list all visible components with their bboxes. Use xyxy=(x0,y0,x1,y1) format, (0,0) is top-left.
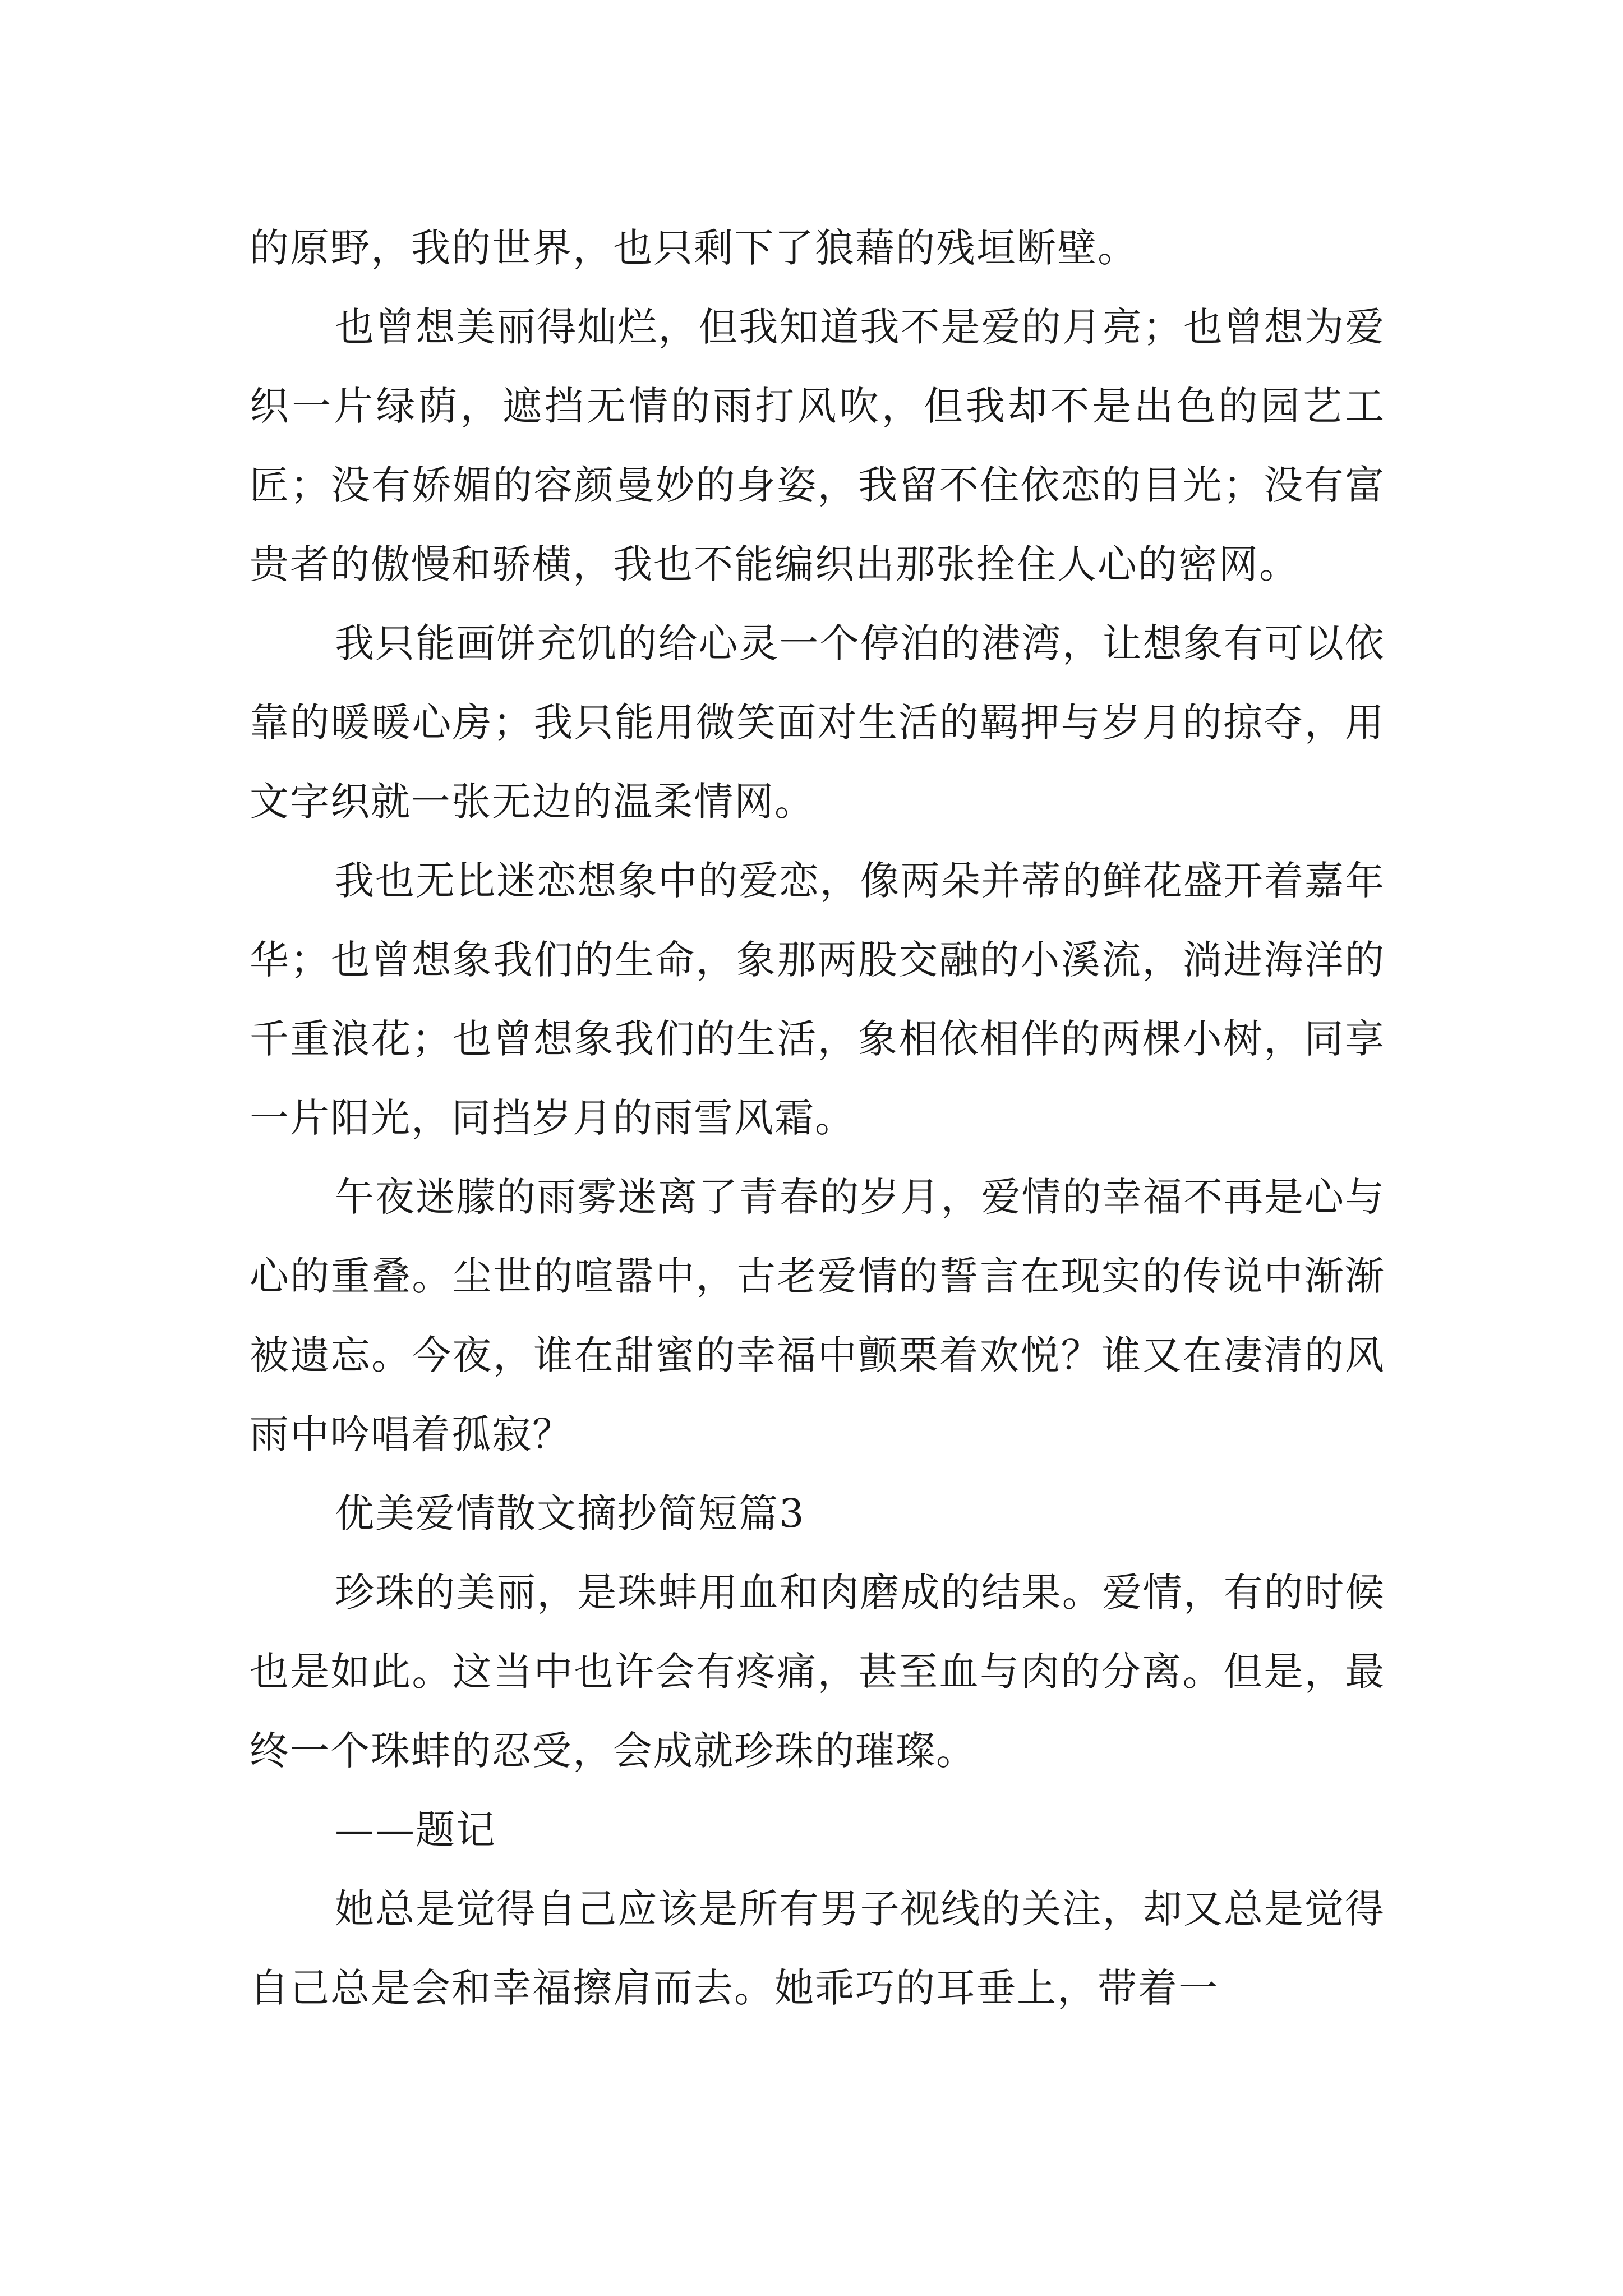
paragraph: 也曾想美丽得灿烂，但我知道我不是爱的月亮；也曾想为爱织一片绿荫，遮挡无情的雨打风吹，但我却不是出色的园艺工匠；没有娇媚的容颜曼妙的身姿，我留不住依恋的目光；没有富贵者的傲慢和骄横，我也不能编织出那张拴住人心的密网。 xyxy=(250,304,1385,587)
epigraph-attribution: ——题记 xyxy=(335,1807,496,1853)
paragraph: 我也无比迷恋想象中的爱恋，像两朵并蒂的鲜花盛开着嘉年华；也曾想象我们的生命，象那两股交融的小溪流，淌进海洋的千重浪花；也曾想象我们的生活，象相依相伴的两棵小树，同享一片阳光，同挡岁月的雨雪风霜。 xyxy=(250,858,1385,1141)
paragraph: 我只能画饼充饥的给心灵一个停泊的港湾，让想象有可以依靠的暖暖心房；我只能用微笑面对生活的羁押与岁月的掠夺，用文字织就一张无边的温柔情网。 xyxy=(250,620,1385,825)
paragraph: 她总是觉得自己应该是所有男子视线的关注，却又总是觉得自己总是会和幸福擦肩而去。她乖巧的耳垂上，带着一 xyxy=(250,1886,1385,2011)
paragraph: 午夜迷朦的雨雾迷离了青春的岁月，爱情的幸福不再是心与心的重叠。尘世的喧嚣中，古老爱情的誓言在现实的传说中渐渐被遗忘。今夜，谁在甜蜜的幸福中颤栗着欢悦？谁又在凄清的风雨中吟唱着孤寂？ xyxy=(250,1174,1385,1457)
paragraph: 的原野，我的世界，也只剩下了狼藉的残垣断壁。 xyxy=(250,225,1138,271)
section-heading: 优美爱情散文摘抄简短篇3 xyxy=(335,1490,805,1536)
paragraph: 珍珠的美丽，是珠蚌用血和肉磨成的结果。爱情，有的时候也是如此。这当中也许会有疼痛，甚至血与肉的分离。但是，最终一个珠蚌的忍受，会成就珍珠的璀璨。 xyxy=(250,1570,1385,1774)
document-body xyxy=(250,209,1385,2028)
